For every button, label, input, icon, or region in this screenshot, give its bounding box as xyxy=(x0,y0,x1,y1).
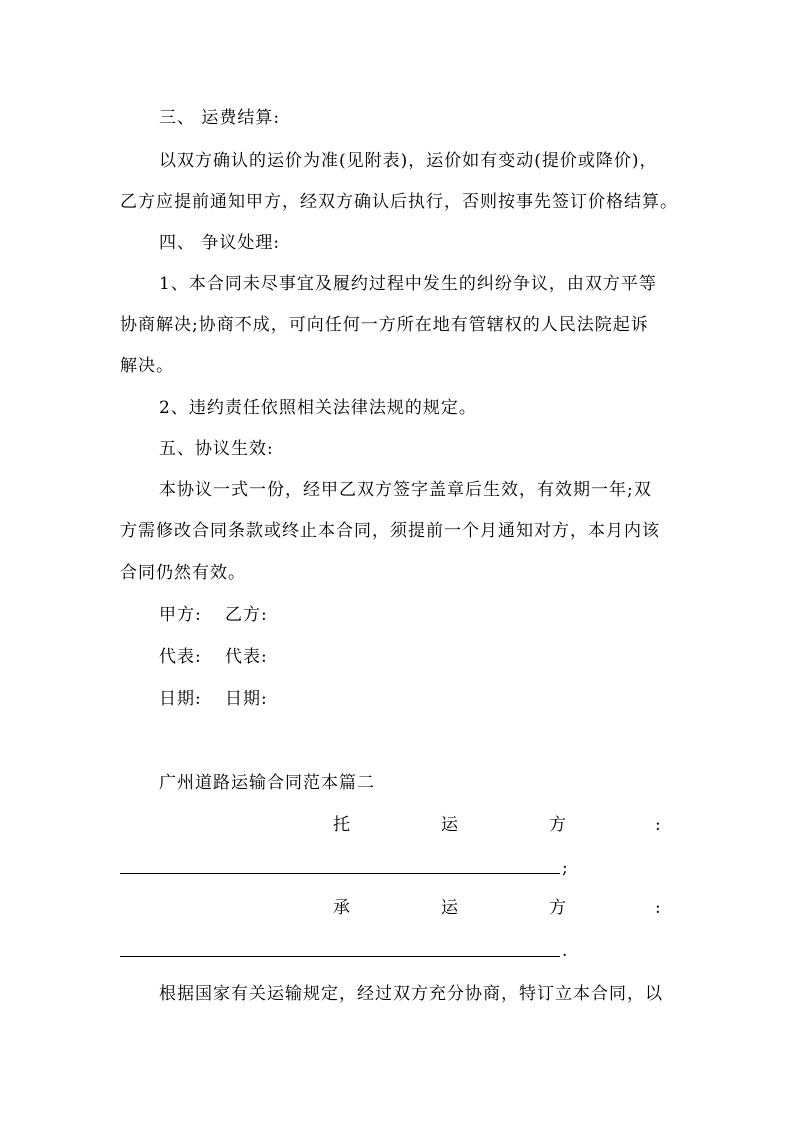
shipper-blank-line xyxy=(120,873,560,874)
shipper-label-char-2: 运 xyxy=(441,815,458,835)
shipper-line-end: ; xyxy=(562,858,568,878)
party-b-label: 乙方: xyxy=(225,605,268,625)
section-3-heading: 三、 运费结算: xyxy=(159,108,281,128)
representative-b-label: 代表: xyxy=(225,647,268,667)
section-5-paragraph-line-1: 本协议一式一份，经甲乙双方签字盖章后生效，有效期一年;双 xyxy=(159,480,652,500)
carrier-line-end: . xyxy=(562,941,568,961)
section-4-paragraph-1-line-3: 解决。 xyxy=(120,356,174,376)
contract-2-intro-line: 根据国家有关运输规定，经过双方充分协商，特订立本合同，以 xyxy=(159,984,663,1004)
section-4-paragraph-1-line-2: 协商解决;协商不成，可向任何一方所在地有管辖权的人民法院起诉 xyxy=(120,315,649,335)
section-4-paragraph-2: 2、违约责任依照相关法律法规的规定。 xyxy=(159,398,477,418)
shipper-label-char-1: 托 xyxy=(333,815,350,835)
contract-title-2: 广州道路运输合同范本篇二 xyxy=(159,773,375,793)
date-a-label: 日期: xyxy=(159,689,202,709)
carrier-blank-line xyxy=(120,956,560,957)
carrier-label-colon: : xyxy=(655,898,661,918)
section-3-paragraph-line-2: 乙方应提前通知甲方，经双方确认后执行，否则按事先签订价格结算。 xyxy=(120,192,678,212)
carrier-label-char-3: 方 xyxy=(549,898,566,918)
carrier-label-char-1: 承 xyxy=(333,898,350,918)
carrier-label-char-2: 运 xyxy=(441,898,458,918)
party-a-label: 甲方: xyxy=(159,605,202,625)
section-5-heading: 五、协议生效: xyxy=(159,439,274,459)
representative-a-label: 代表: xyxy=(159,647,202,667)
section-4-heading: 四、 争议处理: xyxy=(159,233,281,253)
section-4-paragraph-1-line-1: 1、本合同未尽事宜及履约过程中发生的纠纷争议，由双方平等 xyxy=(159,274,657,294)
shipper-label-colon: : xyxy=(655,815,661,835)
shipper-label-char-3: 方 xyxy=(549,815,566,835)
section-3-paragraph-line-1: 以双方确认的运价为准(见附表)，运价如有变动(提价或降价)， xyxy=(159,151,658,171)
section-5-paragraph-line-3: 合同仍然有效。 xyxy=(120,563,246,583)
section-5-paragraph-line-2: 方需修改合同条款或终止本合同，须提前一个月通知对方，本月内该 xyxy=(120,521,660,541)
date-b-label: 日期: xyxy=(225,689,268,709)
